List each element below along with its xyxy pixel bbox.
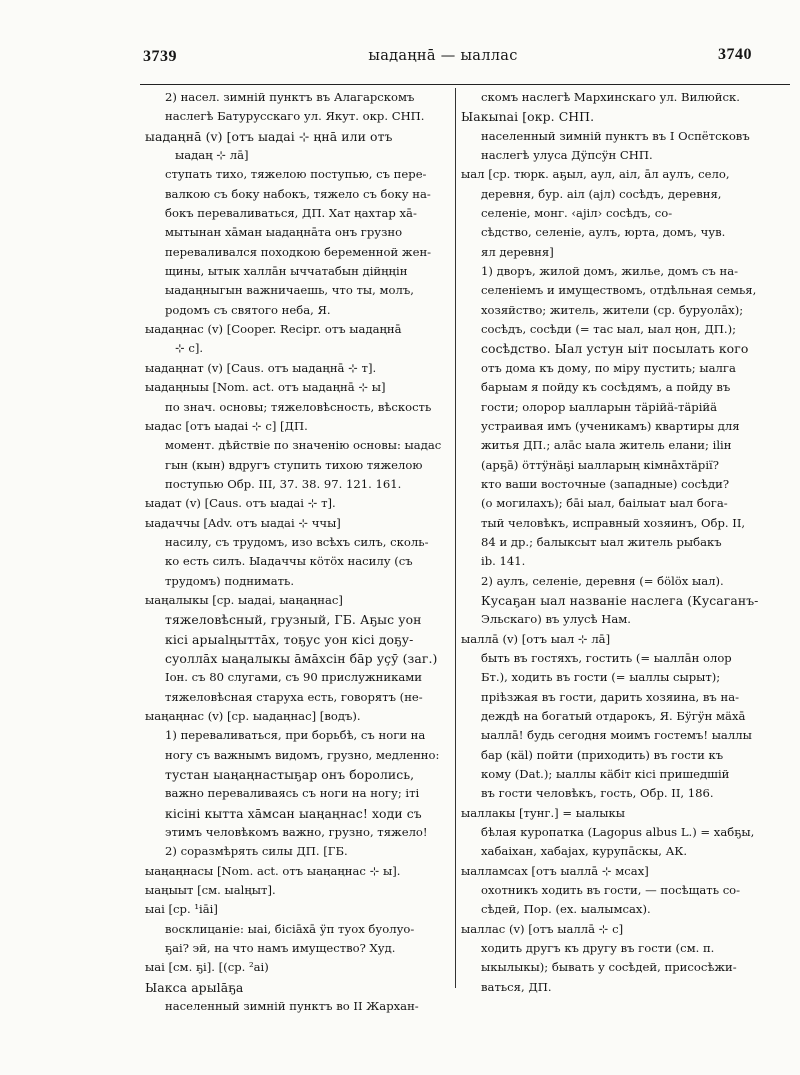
entry-text-line: переваливался походкою беременной жен-: [165, 244, 432, 259]
entry-text-line: тый человѣкъ, исправный хозяинъ, Обр. II,: [481, 515, 746, 530]
entry-text-line: хозяйство; житель, жители (ср. буруолāх);: [481, 302, 744, 317]
entry-text-line: бар (кäl) пойти (приходить) въ гости къ: [481, 747, 724, 762]
page-number-left: 3739: [143, 48, 177, 65]
entry-text-line: селеніемъ и имуществомъ, отдѣльная семья,: [481, 283, 757, 298]
entry-text-line: селеніе, монг. ‹ајіл› сосѣдъ, со-: [481, 206, 673, 221]
entry-text-line: барыам я пойду къ сосѣдямъ, а пойду въ: [481, 380, 731, 395]
entry-headword-line: ыаңалыкы [ср. ыадаі, ыаңаңнас]: [145, 592, 343, 607]
entry-text-line: скомъ наслегѣ Мархинскаго ул. Вилюйск.: [481, 90, 740, 104]
entry-text-line: 1) дворъ, жилой домъ, жилье, домъ съ на-: [481, 264, 739, 279]
entry-text-line: важно переваливаясь съ ноги на ногу; іті: [165, 786, 420, 801]
entry-text-line: тяжеловѣсный, грузный, ГБ. Аҕыс уон: [165, 612, 422, 628]
entry-text-line: сѣдство, селеніе, аулъ, юрта, домъ, чув.: [481, 225, 726, 240]
entry-text-line: охотникъ ходить въ гости, — посѣщать со-: [481, 883, 741, 898]
entry-text-line: (арҕā) öттӱнäҕі ыалларың кімнāхтäрії?: [481, 457, 719, 472]
entry-text-line: Кусаҕан ыал названіе наслега (Кусаганъ-: [481, 592, 759, 608]
entry-headword-line: ыаңаңнасы [Nom. act. отъ ыаңаңнас ⊹ ы].: [145, 863, 401, 878]
entry-text-line: 84 и др.; балыксыт ыал житель рыбакъ: [481, 534, 722, 549]
entry-text-line: ногу съ важнымъ видомъ, грузно, медленно:: [165, 747, 440, 762]
entry-headword-line: Ыакса арыlāҕа: [145, 979, 244, 995]
entry-text-line: тустан ыаңаңнастыҕар онъ боролись,: [165, 767, 415, 783]
entry-text-line: ib. 141.: [481, 554, 526, 569]
page-header: [0, 38, 800, 72]
entry-headword-line: ыадаңнат (v) [Caus. отъ ыадаңнā ⊹ т].: [145, 360, 377, 375]
left-column: [145, 88, 447, 1017]
entry-text-line: бѣлая куропатка (Lagopus albus L.) = хабҕы,: [481, 825, 755, 840]
entry-text-line: Бт.), ходить въ гости (= ыаллы сырыт);: [481, 670, 721, 685]
entry-text-line: въ гости человѣкъ, гость, Обр. II, 186.: [481, 786, 714, 801]
entry-text-line: трудомъ) поднимать.: [165, 573, 295, 588]
entry-text-line: поступью Обр. III, 37. 38. 97. 121. 161.: [165, 476, 402, 491]
entry-text-line: пріѣзжая въ гости, дарить хозяина, въ на-: [481, 689, 740, 704]
entry-headword-line: ыадас [отъ ыадаі ⊹ с] [ДП.: [145, 418, 308, 433]
entry-text-line: Іон. съ 80 слугами, съ 90 прислужниками: [165, 670, 423, 685]
entry-headword-line: ыаллас (v) [отъ ыаллā ⊹ с]: [461, 921, 624, 936]
entry-headword-line: ыал [ср. тюрк. аҕыл, аул, аіл, āл аулъ, село,: [461, 167, 730, 182]
entry-headword-line: ыаңаңнас (v) [ср. ыадаңнас] [водъ).: [145, 709, 361, 723]
entry-text-line: житья ДП.; алāс ыала житель елани; іlін: [481, 438, 732, 453]
entry-text-line: ял деревня]: [481, 244, 554, 259]
entry-text-line: этимъ человѣкомъ важно, грузно, тяжело!: [165, 825, 428, 840]
entry-headword-line: ыаллā (v) [отъ ыал ⊹ лā]: [461, 631, 611, 646]
entry-text-line: насилу, съ трудомъ, изо всѣхъ силъ, сколь-: [165, 534, 429, 549]
entry-text-line: ыадаңныгын важничаешь, что ты, молъ,: [165, 283, 414, 298]
entry-text-line: гости; олорор ыалларын тäрійä-тäрійä: [481, 399, 718, 414]
entry-text-line: хабаіхан, хабаjах, курупāскы, АК.: [481, 844, 688, 859]
page-number-right: 3740: [718, 46, 752, 63]
entry-text-line: родомъ съ святого неба, Я.: [165, 302, 331, 317]
entry-text-line: (о могилахъ); бāі ыал, баілыат ыал бога-: [481, 496, 728, 511]
entry-text-line: щины, ытык халлāн ыччатабын дійңңін: [165, 264, 408, 279]
entry-text-line: кісі арыаlңыттāх, тоҕус уон кісі доҕу-: [165, 631, 414, 647]
entry-text-line: ыкылыкы); бывать у сосѣдей, присосѣжи-: [481, 960, 737, 975]
entry-text-line: кто ваши восточные (западные) сосѣди?: [481, 476, 730, 491]
entry-text-line: деревня, бур. аіл (аjл) сосѣдъ, деревня,: [481, 186, 722, 201]
entry-text-line: ходить другъ къ другу въ гости (см. п.: [481, 941, 715, 956]
entry-text-line: деждѣ на богатый отдарокъ, Я. Бӱгӱн мäхā: [481, 709, 746, 723]
entry-text-line: сосѣдъ, сосѣди (= тас ыал, ыал ңон, ДП.);: [481, 322, 737, 337]
entry-text-line: устраивая имъ (ученикамъ) квартиры для: [481, 418, 740, 433]
entry-text-line: ыаллā! будь сегодня моимъ гостемъ! ыаллы: [481, 728, 752, 743]
entry-text-line: кісіні кытта хāмсан ыаңаңнас! ходи съ: [165, 805, 422, 821]
entry-text-line: мытынан хāман ыадаңнāта онъ грузно: [165, 225, 403, 240]
entry-headword-line: ыадаччы [Adv. отъ ыадаі ⊹ ччы]: [145, 515, 341, 530]
entry-headword-line: ыаі [см. ҕі]. [(ср. ²аі): [145, 960, 269, 975]
entry-text-line: сосѣдство. Ыал устун ыіт посылать кого: [481, 341, 749, 357]
entry-text-line: сѣдей, Пор. (ех. ыалымсах).: [481, 902, 651, 917]
entry-headword-line: ыаңыыт [см. ыаlңыт].: [145, 883, 276, 898]
entry-text-line: отъ дома къ дому, по міру пустить; ыалга: [481, 360, 736, 375]
entry-text-line: наслегѣ Батурусскаго ул. Якут. окр. СНП.: [165, 109, 425, 124]
entry-text-line: 2) насел. зимній пунктъ въ Алагарскомъ: [165, 90, 415, 104]
entry-headword-line: ыадаңнас (v) [Cooper. Recipr. отъ ыадаңнā: [145, 322, 402, 337]
entry-text-line: ваться, ДП.: [481, 979, 552, 994]
entry-text-line: ступать тихо, тяжелою поступью, съ пере-: [165, 167, 427, 182]
entry-headword-line: ыаі [ср. ¹іāі]: [145, 902, 218, 917]
entry-text-line: бокъ переваливаться, ДП. Хат ңахтар хā-: [165, 206, 417, 221]
entry-headword-line: ыадаңнā (v) [отъ ыадаі ⊹ ңнā или отъ: [145, 128, 393, 144]
entry-text-line: наслегѣ улуса Дӱпсӱн СНП.: [481, 148, 653, 163]
entry-text-line: восклицаніе: ыаі, бісіāхā ӱп туох буолуо-: [165, 921, 415, 936]
entry-text-line: 1) переваливаться, при борьбѣ, съ ноги на: [165, 728, 426, 743]
entry-text-line: ⊹ с].: [175, 341, 204, 356]
entry-text-line: суоллāх ыаңалыкы āмāхсін бāр уҫӯ (заг.): [165, 650, 438, 666]
entry-headword-line: ыадаңныы [Nom. act. отъ ыадаңнā ⊹ ы]: [145, 380, 386, 395]
entry-text-line: момент. дѣйствіе по значенію основы: ыадас: [165, 438, 442, 453]
entry-text-line: ҕаі? эй, на что намъ имущество? Худ.: [165, 941, 396, 956]
entry-text-line: гын (кын) вдругъ ступить тихою тяжелою: [165, 457, 423, 472]
entry-headword-line: ыаллакы [тунг.] = ыалыкы: [461, 805, 625, 820]
entry-headword-line: ыадат (v) [Caus. отъ ыадаі ⊹ т].: [145, 496, 336, 511]
running-title: ыадаңнā — ыаллас: [368, 48, 518, 64]
entry-text-line: Эльскаго) въ улусѣ Нам.: [481, 612, 631, 627]
entry-text-line: тяжеловѣсная старуха есть, говорятъ (не-: [165, 689, 423, 704]
right-column: [461, 88, 788, 997]
entry-text-line: быть въ гостяхъ, гостить (= ыаллāн олор: [481, 650, 732, 665]
column-divider: [455, 88, 456, 988]
entry-text-line: 2) соразмѣрять силы ДП. [ГБ.: [165, 844, 348, 859]
entry-text-line: валкою съ боку набокъ, тяжело съ боку на-: [165, 186, 431, 201]
entry-text-line: по знач. основы; тяжеловѣсность, вѣскость: [165, 399, 432, 414]
entry-text-line: населенный зимній пунктъ во II Жархан-: [165, 999, 419, 1014]
entry-text-line: ко есть силъ. Ыадаччы кöтöх насилу (съ: [165, 554, 413, 569]
entry-text-line: 2) аулъ, селеніе, деревня (= бölöх ыал).: [481, 573, 724, 588]
entry-text-line: кому (Dat.); ыаллы кäбіт кісі пришедшій: [481, 767, 730, 782]
entry-text-line: населенный зимній пунктъ въ I Оспётсковъ: [481, 128, 750, 143]
entry-headword-line: Ыакыnаі [окр. СНП.: [461, 109, 595, 125]
header-rule: [140, 84, 790, 85]
entry-headword-line: ыалламсах [отъ ыаллā ⊹ мсах]: [461, 863, 649, 878]
entry-text-line: ыадаң ⊹ лā]: [175, 148, 249, 163]
